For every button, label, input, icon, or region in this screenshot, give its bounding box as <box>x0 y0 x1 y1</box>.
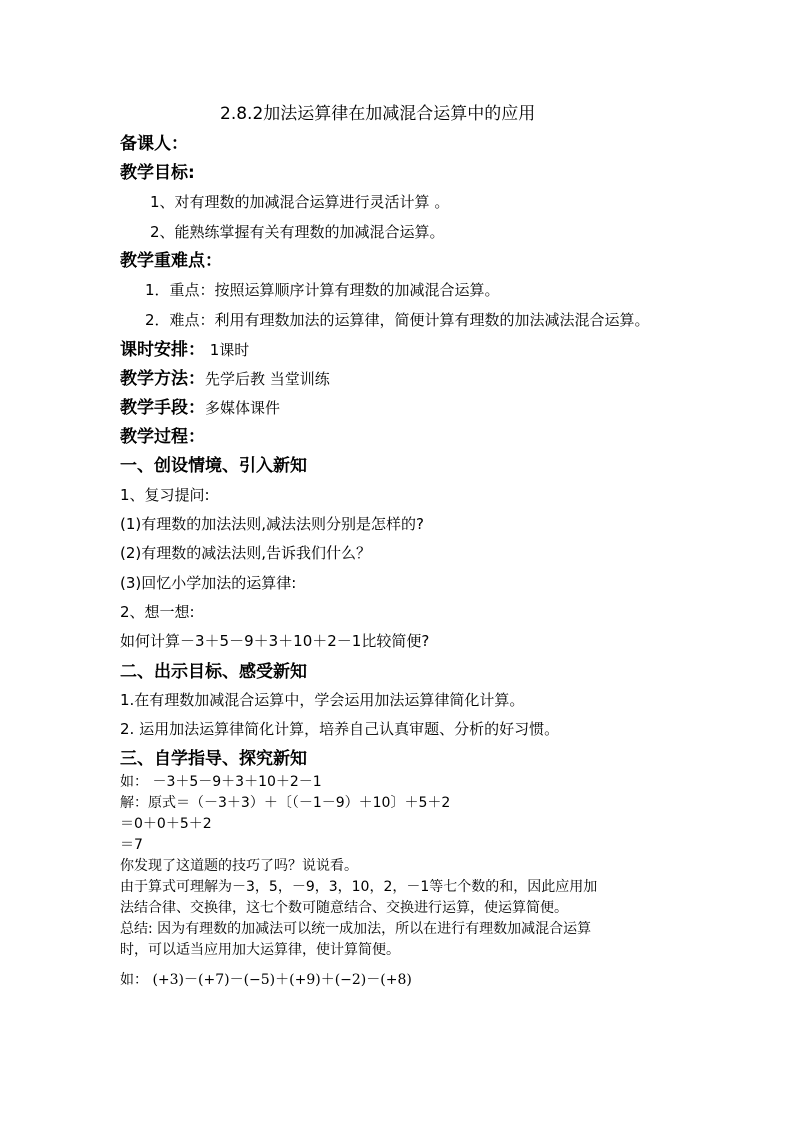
discussion-line: 你发现了这道题的技巧了吗？说说看。 <box>120 858 358 874</box>
example-line: ＝0＋0＋5＋2 <box>120 816 212 832</box>
schedule-value: 1课时 <box>205 341 250 359</box>
discussion-line: 时，可以适当应用加大运算律，使计算简便。 <box>120 942 400 958</box>
method-row <box>120 368 330 390</box>
section2-line: 2. 运用加法运算律简化计算，培养自己认真审题、分析的好习惯。 <box>120 720 560 738</box>
means-label: 教学手段： <box>120 398 205 418</box>
section1-line: (1)有理数的加法法则,减法法则分别是怎样的? <box>120 515 424 533</box>
discussion-line: 由于算式可理解为－3，5，－9，3，10，2，－1等七个数的和，因此应用加 <box>120 879 598 895</box>
method-label: 教学方法： <box>120 369 205 389</box>
example-line: 如： －3＋5－9＋3＋10＋2－1 <box>120 774 322 790</box>
section1-line: (3)回忆小学加法的运算律: <box>120 574 297 592</box>
section1-line: 如何计算－3＋5－9＋3＋10＋2－1比较简便? <box>120 632 430 650</box>
means-value: 多媒体课件 <box>205 399 281 417</box>
process-heading: 教学过程： <box>120 427 205 447</box>
section1-line: 1、复习提问: <box>120 486 210 504</box>
discussion-line: 法结合律、交换律，这七个数可随意结合、交换进行运算，使运算简便。 <box>120 900 568 916</box>
example-line: ＝7 <box>120 837 143 853</box>
objective-item: 2、能熟练掌握有关有理数的加减混合运算。 <box>150 223 445 241</box>
means-row <box>120 397 280 419</box>
key-point-item: 2．难点：利用有理数加法的运算律，简便计算有理数的加法减法混合运算。 <box>145 311 650 329</box>
section2-line: 1.在有理数加减混合运算中，学会运用加法运算律简化计算。 <box>120 691 525 709</box>
key-point-item: 1．重点：按照运算顺序计算有理数的加减混合运算。 <box>145 281 500 299</box>
section1-line: (2)有理数的减法法则,告诉我们什么？ <box>120 544 372 562</box>
objectives-heading: 教学目标: <box>120 163 195 183</box>
key-points-heading: 教学重难点： <box>120 251 222 271</box>
schedule-row <box>120 339 249 361</box>
section3-heading: 三、自学指导、探究新知 <box>120 749 307 769</box>
section1-line: 2、想一想: <box>120 603 195 621</box>
objective-item: 1、对有理数的加减混合运算进行灵活计算 。 <box>150 193 450 211</box>
schedule-label: 课时安排： <box>120 340 205 360</box>
discussion-line: 总结: 因为有理数的加减法可以统一成加法，所以在进行有理数加减混合运算 <box>120 921 592 937</box>
section2-heading: 二、出示目标、感受新知 <box>120 662 307 682</box>
exercise-line: 如： (+3)－(+7)－(−5)＋(+9)＋(−2)－(+8) <box>120 972 412 988</box>
document-title: 2.8.2加法运算律在加减混合运算中的应用 <box>220 104 536 124</box>
preparer-label: 备课人： <box>120 134 188 154</box>
method-value: 先学后教 当堂训练 <box>205 370 330 388</box>
example-line: 解：原式＝（－3＋3）＋〔（－1－9）＋10〕＋5＋2 <box>120 795 451 811</box>
section1-heading: 一、创设情境、引入新知 <box>120 456 307 476</box>
